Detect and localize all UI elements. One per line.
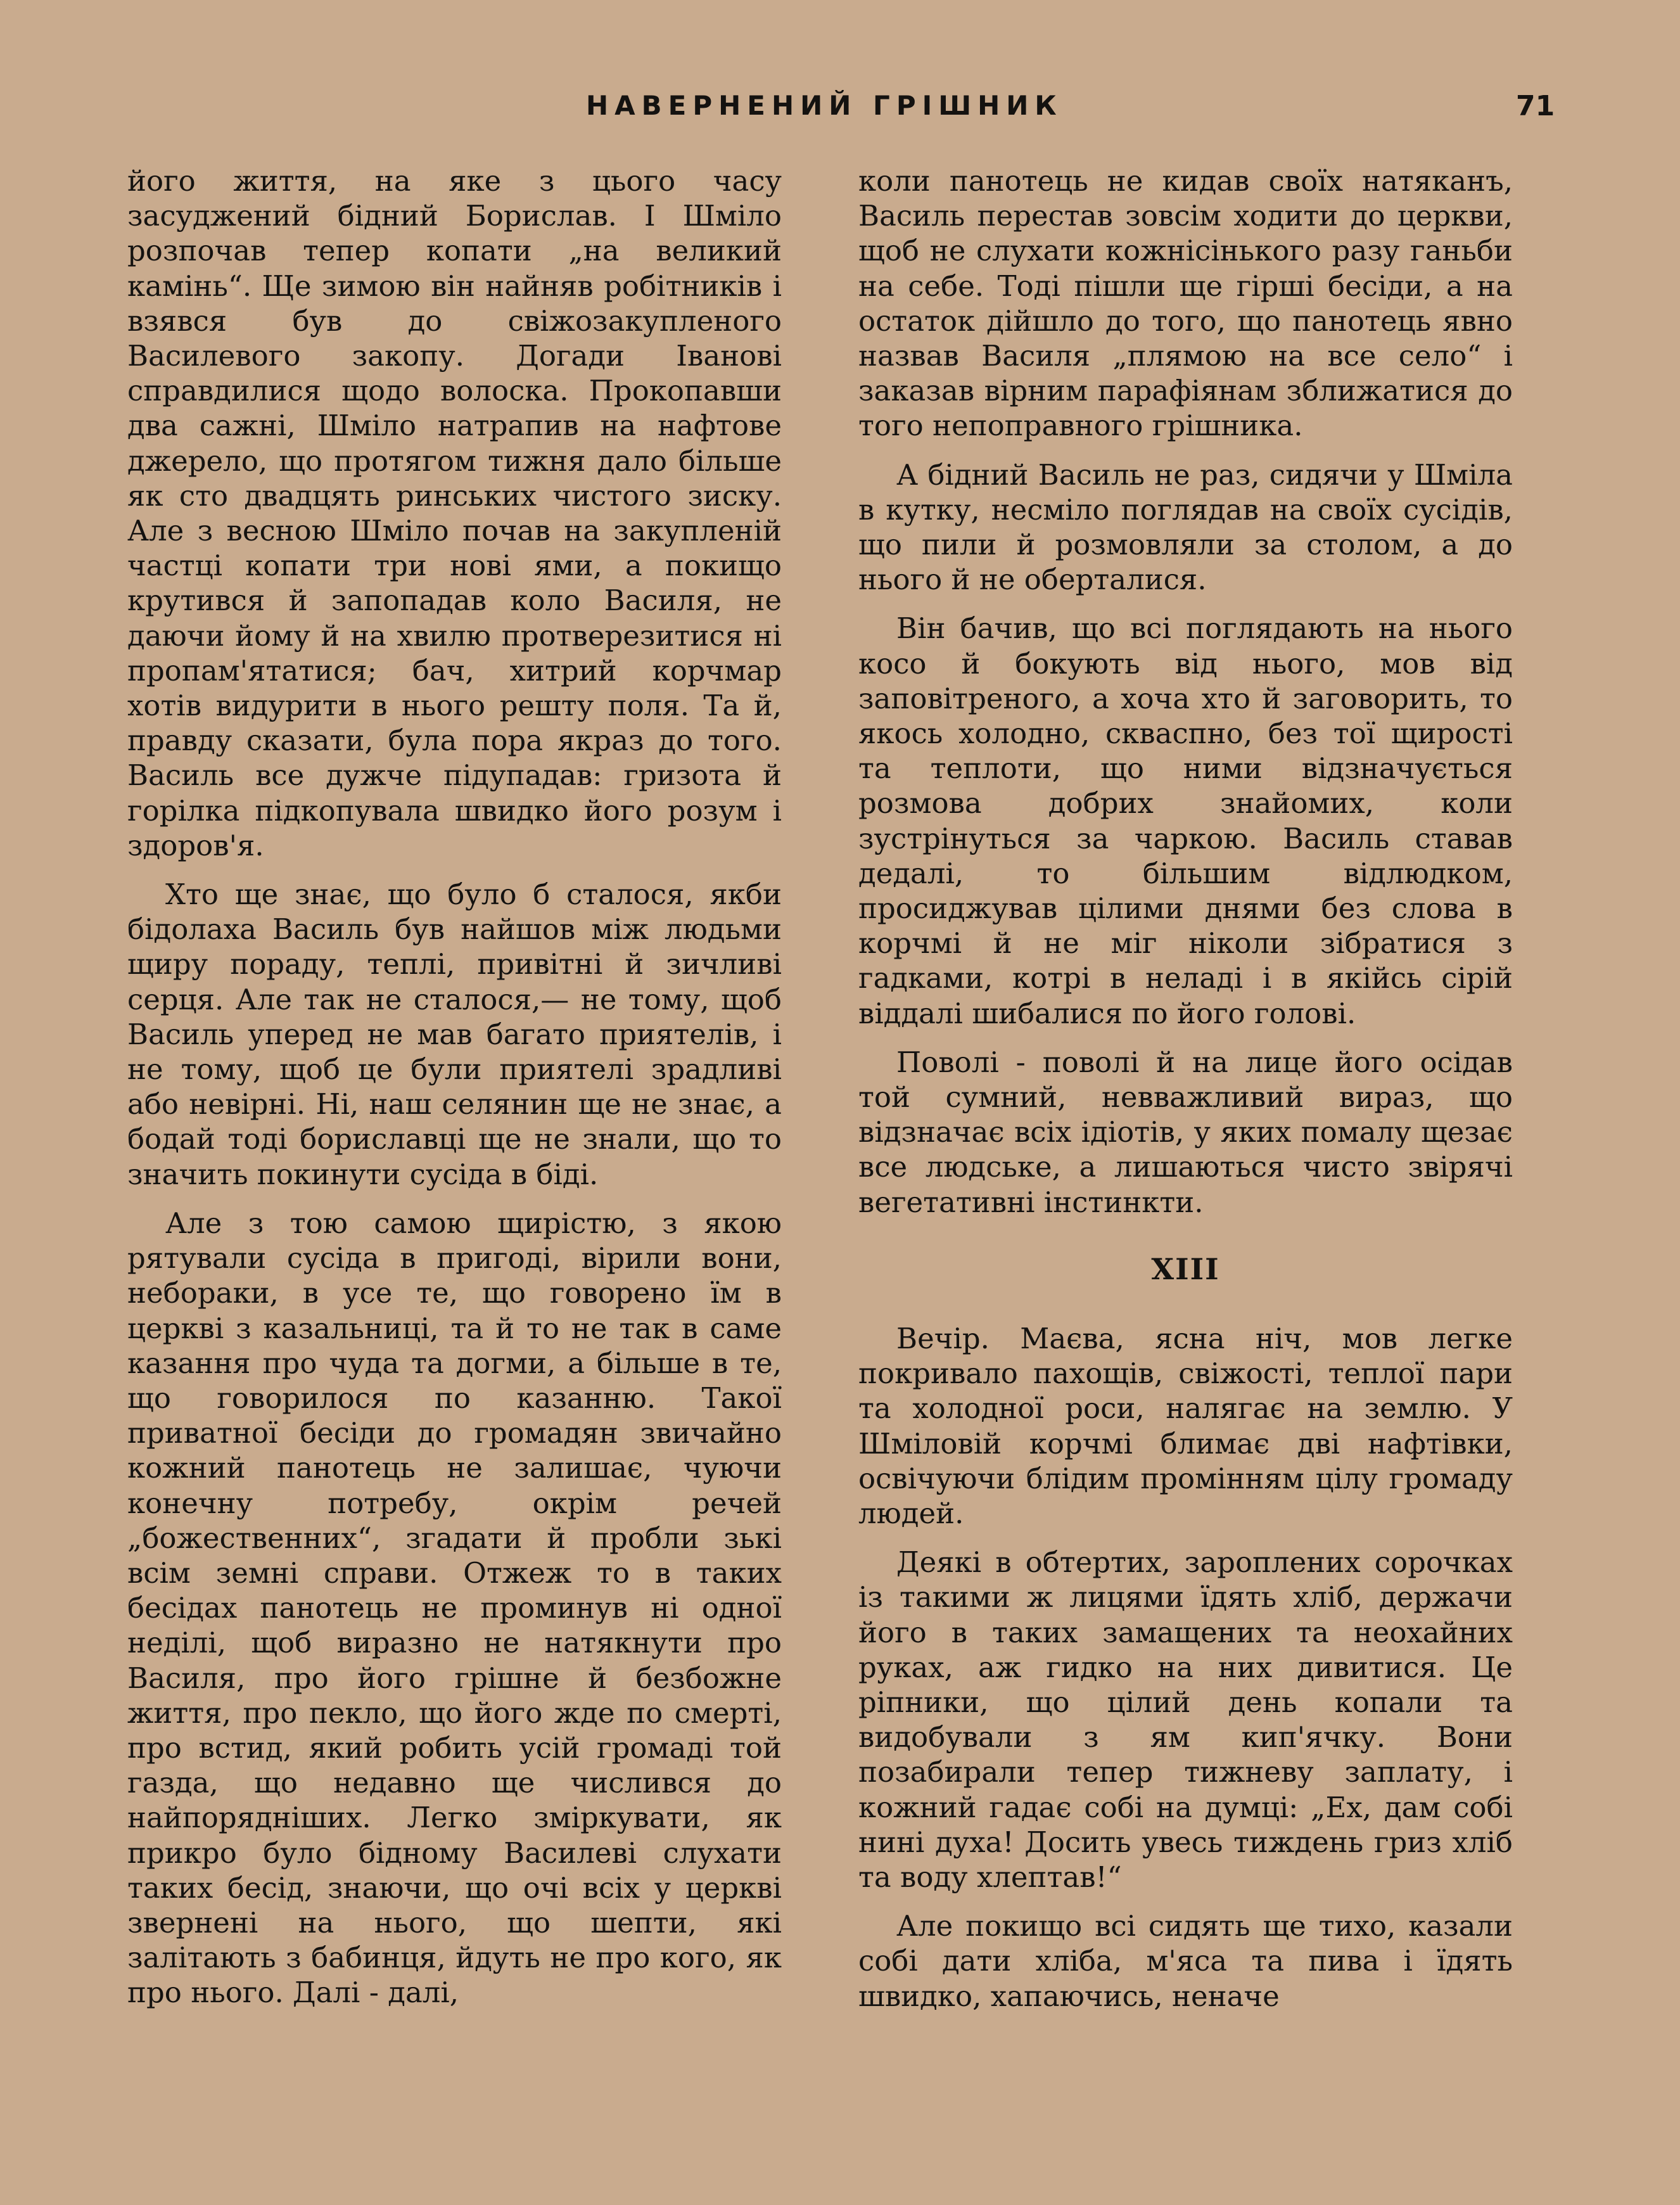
- right-column: [858, 163, 1513, 2028]
- page-number: 71: [1516, 90, 1555, 122]
- page-header: [0, 90, 1680, 128]
- paragraph: А бідний Василь не раз, сидячи у Шміла в кутку, несміло поглядав на своїх сусідів, що пили й розмовляли за столом, а до нього й не оберталися.: [858, 457, 1513, 597]
- paragraph: Поволі - поволі й на лице його осідав той сумний, невважливий вираз, що відзначає всіх ідіотів, у яких помалу щезає все людське, а лишаються чисто звірячі вегетативні інстинкти.: [858, 1045, 1513, 1219]
- paragraph: Хто ще знає, що було б сталося, якби бідолаха Василь був найшов між людьми щиру пораду, теплі, привітні й зичливі серця. Але так не сталося,— не тому, щоб Василь уперед не мав багато приятелів, і не тому, щоб це були приятелі зрадливі або невірні. Ні, наш селянин ще не знає, а бодай тоді бориславці ще не знали, що то значить покинути сусіда в біді.: [127, 878, 782, 1191]
- left-column: [127, 163, 782, 2024]
- paragraph: Але покищо всі сидять ще тихо, казали собі дати хліба, м'яса та пива і їдять швидко, хапаючись, неначе: [858, 1909, 1513, 2013]
- paragraph: Вечір. Маєва, ясна ніч, мов легке покривало пахощів, свіжості, теплої пари та холодної роси, налягає на землю. У Шміловій корчмі блимає дві нафтівки, освічуючи блідим промінням цілу громаду людей.: [858, 1321, 1513, 1530]
- paragraph: Але з тою самою щирістю, з якою рятували сусіда в пригоді, вірили вони, небораки, в усе те, що говорено їм в церкві з казальниці, та й то не так в саме казання про чуда та догми, а більше в те, що говорилося по казанню. Такої приватної бесіди до громадян звичайно кожний панотець не залишає, чуючи конечну потребу, окрім речей „божественних“, згадати й пробли зькі всім земні справи. Отжеж то в таких бесідах панотець не проминув ні одної неділі, щоб виразно не натякнути про Василя, про його грішне й безбожне життя, про пекло, що його жде по смерті, про встид, який робить усій громаді той газда, що недавно ще числився до найпорядніших. Легко зміркувати, як прикро було бідному Василеві слухати таких бесід, знаючи, що очі всіх у церкві звернені на нього, що шепти, які залітають з бабинця, йдуть не про кого, як про нього. Далі - далі,: [127, 1206, 782, 2010]
- paragraph: Деякі в обтертих, зароплених сорочках із такими ж лицями їдять хліб, держачи його в таких замащених та неохайних руках, аж гидко на них дивитися. Це ріпники, що цілий день копали та видобували з ям кип'ячку. Вони позабирали тепер тижневу заплату, і кожний гадає собі на думці: „Ех, дам собі нині духа! Досить увесь тиждень гриз хліб та воду хлептав!“: [858, 1545, 1513, 1894]
- chapter-heading: XIII: [1151, 1251, 1220, 1286]
- running-title: НАВЕРНЕНИЙ ГРІШНИК: [586, 90, 1063, 121]
- paragraph: коли панотець не кидав своїх натяканъ, Василь перестав зовсім ходити до церкви, щоб не слухати кожнісінького разу ганьби на себе. Тоді пішли ще гірші бесіди, а на остаток дійшло до того, що панотець явно назвав Василя „плямою на все село“ і заказав вірним парафіянам зближатися до того непоправного грішника.: [858, 164, 1513, 443]
- paragraph: Він бачив, що всі поглядають на нього косо й бокують від нього, мов від заповітреного, а хоча хто й заговорить, то якось холодно, скваспно, без тої щирості та теплоти, що ними відзначується розмова добрих знайомих, коли зустрінуться за чаркою. Василь ставав дедалі, то більшим відлюдком, просиджував цілими днями без слова в корчмі й не міг ніколи зібратися з гадками, котрі в неладі і в якійсь сірій віддалі шибалися по його голові.: [858, 611, 1513, 1030]
- paragraph: його життя, на яке з цього часу засуджений бідний Борислав. І Шміло розпочав тепер копати „на великий камінь“. Ще зимою він найняв робітників і взявся був до свіжозакупленого Василевого закопу. Догади Івановi справдилися щодо волоска. Прокопавши два сажні, Шміло натрапив на нафтове джерело, що протягом тижня дало більше як сто двадцять ринських чистого зиску. Але з весною Шміло почав на закупленій частці копати три нові ями, а покищо крутився й запопадав коло Василя, не даючи йому й на хвилю протверезитися ні пропам'ятатися; бач, хитрий корчмар хотів видурити в нього решту поля. Та й, правду сказати, була пора якраз до того. Василь все дужче підупадав: гризота й горілка підкопувала швидко його розум і здоров'я.: [127, 164, 782, 862]
